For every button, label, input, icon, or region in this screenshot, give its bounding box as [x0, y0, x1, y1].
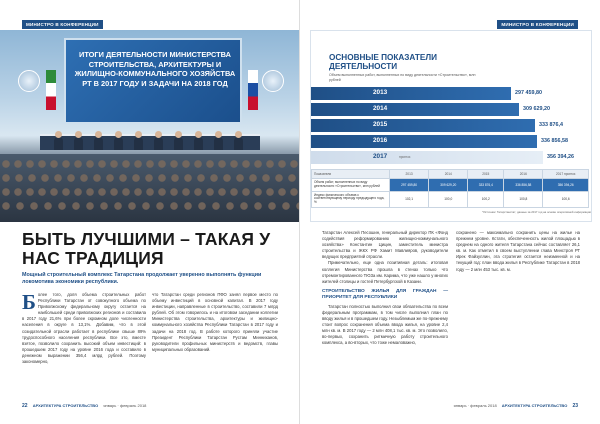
bar-unit: прогноз [399, 155, 411, 159]
column-text: олее того, доля объема строительных работ Республики Татарстан от совокупного объема по Приволжскому федеральному округу остается на наибольшей среди приволжских регионов и составила в 2017 году 21,6% при более скромном доле численности населения в округе в 13,1%. Добавим, что в этой созидательной отрасли работает в республике свыше 89% трудоспособного населения республики. Все это, вместе взятое, позволило сохранить высокий объем инвестиций: в прошедшем 2017 году на уровне 2016 года и составило в денежном выражении 356,4 млрд рублей. Поэтому закономерно, [22, 292, 146, 365]
bar-year: 2014 [373, 105, 388, 112]
table-cell: 336 856,58 [504, 179, 543, 192]
column-text: что Татарстан среди регионов ПФО занял первое место по объему инвестиций в основной капитал. В 2017 году инвестиции, направленные в строительство, составили 7 млрд рублей. Об этом говорилось и на итоговом заседании коллегии Министерства строительства, архитектуры и жилищно-коммунального хозяйства Республики Татарстан в 2017 году и задачи на 2018 год. В работе которого приняли участие Президент Республики Татарстан Рустам Минниханов, руководители профильных министерств и ведомств, главы муниципальных образований. [152, 292, 278, 352]
table-cell: 356 394,26 [543, 179, 589, 192]
bar-2017 [311, 151, 543, 164]
bar-year: 2016 [373, 137, 388, 144]
table-cell: 100,2 [468, 191, 504, 207]
table-cell: 100,0 [429, 191, 468, 207]
stage-screen-text: ИТОГИ ДЕЯТЕЛЬНОСТИ МИНИСТЕРСТВА СТРОИТЕЛЬСТВА, АРХИТЕКТУРЫ И ЖИЛИЩНО-КОММУНАЛЬНОГО ХОЗЯЙСТВА РТ В 2017 ГОДУ И ЗАДАЧИ НА 2018 ГОД [74, 50, 236, 88]
emblem-icon [262, 70, 284, 92]
table-header: 2016 [504, 170, 543, 179]
audience [0, 154, 300, 222]
table-row [312, 179, 589, 192]
article-column-3 [322, 230, 448, 347]
section-tag: МИНИСТРО В КОНФЕРЕНЦИИ [497, 20, 578, 29]
article-column-1 [22, 292, 146, 365]
bar-value: 356 394,26 [547, 154, 574, 160]
column-text: сохранено — максимально сохранить цены на жилье на прежнем уровне. Кстати, обеспеченность жилой площадью в среднем на одного жителя Татарстана сейчас составляет 26,1 кв. м. Как отметил в своем выступлении глава Минстроя РТ Ирек Файзуллин, эта стратегия остается неизменной и на текущий год: план ввода жилья в Республике Татарстан в 2018 году — 2 млн 453 тыс. кв. м. [456, 230, 580, 272]
section-tag: МИНИСТРО В КОНФЕРЕНЦИИ [22, 20, 103, 29]
page-number: 22 [22, 403, 28, 409]
infographic [310, 30, 592, 222]
table-header: 2017 прогноз [543, 170, 589, 179]
infographic-title: ОСНОВНЫЕ ПОКАЗАТЕЛИ ДЕЯТЕЛЬНОСТИ [329, 53, 438, 71]
magazine-name: АРХИТЕКТУРА СТРОИТЕЛЬСТВО [501, 403, 568, 408]
table-header: 2013 [390, 170, 429, 179]
magazine-name: АРХИТЕКТУРА СТРОИТЕЛЬСТВО [32, 403, 99, 408]
table-header: Показатели [312, 170, 390, 179]
column-text: Татарстан Алексей Песошин, генеральный директор ПК «Фонд содействия реформированию жилищно-коммунального хозяйства» Константин Цицин, заместитель министра строительства и ЖКХ РФ Хамит Мавлияров, руководители ведущих предприятий отрасли. [322, 230, 448, 260]
table-cell: 102,1 [390, 191, 429, 207]
flag-icon [248, 70, 258, 110]
table-row [312, 191, 589, 207]
table-cell: 309 629,20 [429, 179, 468, 192]
emblem-icon [18, 70, 40, 92]
indicators-table [311, 169, 589, 208]
table-cell: Индекс физического объема к соответствующему периоду предыдущего года, % [312, 191, 390, 207]
table-header: 2014 [429, 170, 468, 179]
conference-photo [0, 30, 300, 222]
bar-year: 2017 [373, 153, 388, 160]
flag-icon [46, 70, 56, 110]
bar-2015 [311, 119, 535, 132]
bar-value: 309 629,20 [523, 106, 550, 112]
table-header: 2015 [468, 170, 504, 179]
article-column-4 [456, 230, 580, 273]
table-cell: 297 459,80 [390, 179, 429, 192]
bar-value: 333 876,4 [539, 122, 563, 128]
article-column-2 [152, 292, 278, 353]
table-cell: 100,8 [504, 191, 543, 207]
bar-year: 2015 [373, 121, 388, 128]
stage-screen [64, 38, 242, 124]
table-header-row [312, 170, 589, 179]
table-cell: 333 876,4 [468, 179, 504, 192]
section-subhead: СТРОИТЕЛЬСТВО ЖИЛЬЯ ДЛЯ ГРАЖДАН — ПРИОРИТЕТ ДЛЯ РЕСПУБЛИКИ [322, 288, 448, 300]
bar-value: 297 459,80 [515, 90, 542, 96]
issue-date: январь · февраль 2018 [453, 403, 497, 408]
infographic-subtitle: Объем выполненных работ, выполненных по виду деятельности «Строительство», млн рублей [329, 73, 476, 82]
bar-year: 2013 [373, 89, 388, 96]
drop-cap: Б [22, 290, 36, 314]
column-text: Примечательно, еще одна позитивная деталь: итоговая коллегия Министерства прошла в стенах только что отремонтированного ТЮЗа им. Карима, что уже нашло у многих жителей столицы и гостей Петербургской в Казани. [322, 260, 448, 284]
column-text: Татарстан полностью выполнил свои обязательства по всем федеральным программам, в том числе выполнил план по вводу жилья и в прошедшем году. Незыблемым же по-прежнему стоит вопрос сохранения объема ввода жилья, на уровне 2,4 млн кв. м. В 2017 году — 2 млн 408,1 тыс. кв. м. Это позволило, во-первых, сохранить ритмичную работу строительного комплекса, а во-вторых, что тоже немаловажно, [322, 303, 448, 346]
bar-value: 336 856,58 [541, 138, 568, 144]
page-footer [22, 403, 146, 409]
bar-2014 [311, 103, 519, 116]
page-number: 23 [572, 403, 578, 409]
table-cell: Объем работ, выполненных по виду деятельности «Строительство», млн рублей [312, 179, 390, 192]
article-title: БЫТЬ ЛУЧШИМИ – ТАКАЯ У НАС ТРАДИЦИЯ [22, 229, 271, 268]
table-cell: 100,6 [543, 191, 589, 207]
bar-2016 [311, 135, 537, 148]
page-footer [454, 403, 578, 409]
article-lede: Мощный строительный комплекс Татарстана продолжает уверенно выполнять функции локомотива экономики республики. [22, 272, 262, 285]
bar-2013 [311, 87, 511, 100]
right-page [300, 0, 600, 424]
presidium-table [40, 134, 260, 150]
issue-date: январь · февраль 2018 [103, 403, 147, 408]
source-note: *Источник: Татарстанстат; данные за 2017 год на основе оперативной информации [482, 210, 591, 214]
